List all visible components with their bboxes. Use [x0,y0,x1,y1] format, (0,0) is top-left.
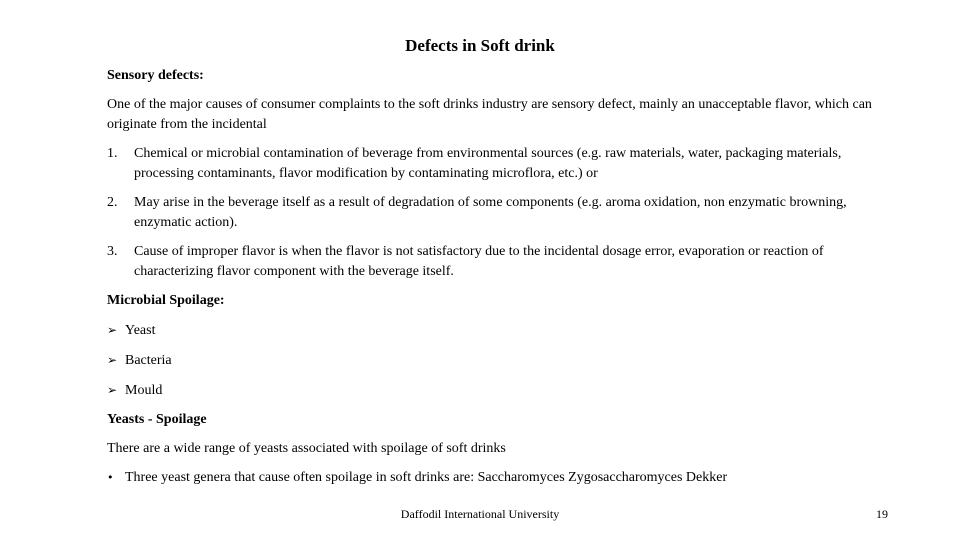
yeasts-spoilage-intro: There are a wide range of yeasts associated with spoilage of soft drinks [107,441,506,456]
sensory-defects-heading: Sensory defects: [107,68,204,83]
list-number: 3. [107,244,118,259]
list-item [107,468,877,488]
arrow-bullet-icon: ➢ [107,323,118,337]
list-number: 2. [107,195,118,210]
microbial-spoilage-list [107,320,877,401]
page-number: 19 [876,507,888,521]
slide-content [107,66,877,488]
sensory-defects-intro: One of the major causes of consumer complaints to the soft drinks industry are sensory defect, mainly an unacceptable flavor, which can originate from the incidental [107,97,872,132]
list-item-text: Chemical or microbial contamination of beverage from environmental sources (e.g. raw materials, water, packaging materials, processing contaminants, flavor modification by contaminating microflora, etc.) or [134,146,842,181]
list-number: 1. [107,146,118,161]
list-item [107,193,877,233]
list-item [107,242,877,282]
list-item-text: May arise in the beverage itself as a result of degradation of some components (e.g. aroma oxidation, non enzymatic browning, enzymatic action). [134,195,847,230]
list-item-text: Bacteria [125,353,172,368]
list-item-text: Mould [125,383,163,398]
list-item-text: Yeast [125,323,156,338]
yeasts-bullet-list [107,468,877,488]
list-item [107,320,877,341]
bullet-dot-icon: • [107,471,114,484]
sensory-defects-list [107,144,877,282]
list-item-text: Three yeast genera that cause often spoilage in soft drinks are: Saccharomyces Zygosaccharomyces Dekker [125,470,728,485]
arrow-bullet-icon: ➢ [107,383,118,397]
microbial-spoilage-heading: Microbial Spoilage: [107,293,225,308]
list-item [107,144,877,184]
list-item [107,350,877,371]
list-item-text: Cause of improper flavor is when the flavor is not satisfactory due to the incidental dosage error, evaporation or reaction of characterizing flavor component with the beverage itself. [134,244,824,279]
arrow-bullet-icon: ➢ [107,353,118,367]
footer-institution: Daffodil International University [400,507,560,521]
yeasts-spoilage-heading: Yeasts - Spoilage [107,412,207,427]
list-item [107,380,877,401]
slide-title: Defects in Soft drink [405,36,555,55]
